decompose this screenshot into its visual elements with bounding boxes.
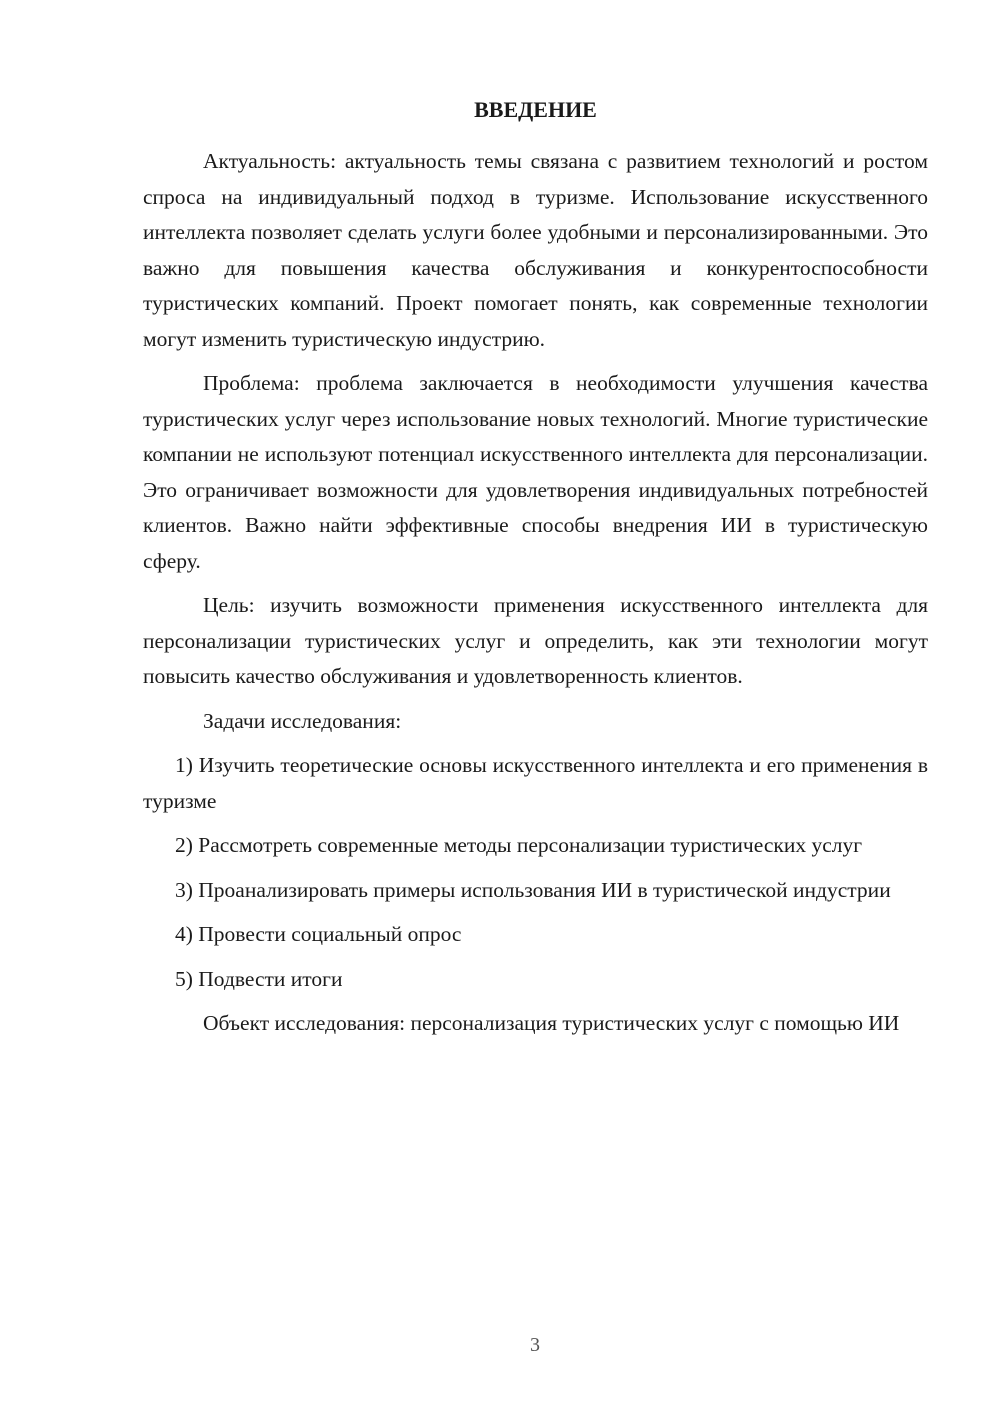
document-page (143, 92, 928, 1051)
page-title: ВВЕДЕНИЕ (474, 97, 597, 122)
goal-paragraph: Цель: изучить возможности применения искусственного интеллекта для персонализации туристических услуг и определить, как эти технологии могут повысить качество обслуживания и удовлетворенность клиентов. (143, 593, 928, 688)
relevance-paragraph: Актуальность: актуальность темы связана с развитием технологий и ростом спроса на индивидуальный подход в туризме. Использование искусственного интеллекта позволяет сделать услуги более удобными и персонализированными. Это важно для повышения качества обслуживания и конкурентоспособности туристических компаний. Проект помогает понять, как современные технологии могут изменить туристическую индустрию. (143, 149, 928, 351)
task-item: 3) Проанализировать примеры использования ИИ в туристической индустрии (175, 877, 891, 902)
problem-paragraph: Проблема: проблема заключается в необходимости улучшения качества туристических услуг через использование новых технологий. Многие туристические компании не используют потенциал искусственного интеллекта для персонализации. Это ограничивает возможности для удовлетворения индивидуальных потребностей клиентов. Важно найти эффективные способы внедрения ИИ в туристическую сферу. (143, 371, 928, 573)
task-item: 1) Изучить теоретические основы искусственного интеллекта и его применения в туризме (143, 753, 928, 813)
task-item: 4) Провести социальный опрос (175, 922, 462, 946)
page-number: 3 (530, 1334, 540, 1356)
tasks-heading: Задачи исследования: (203, 708, 402, 733)
object-paragraph: Объект исследования: персонализация туристических услуг с помощью ИИ (203, 1011, 900, 1035)
task-item: 5) Подвести итоги (175, 966, 343, 991)
task-item: 2) Рассмотреть современные методы персонализации туристических услуг (175, 833, 863, 857)
